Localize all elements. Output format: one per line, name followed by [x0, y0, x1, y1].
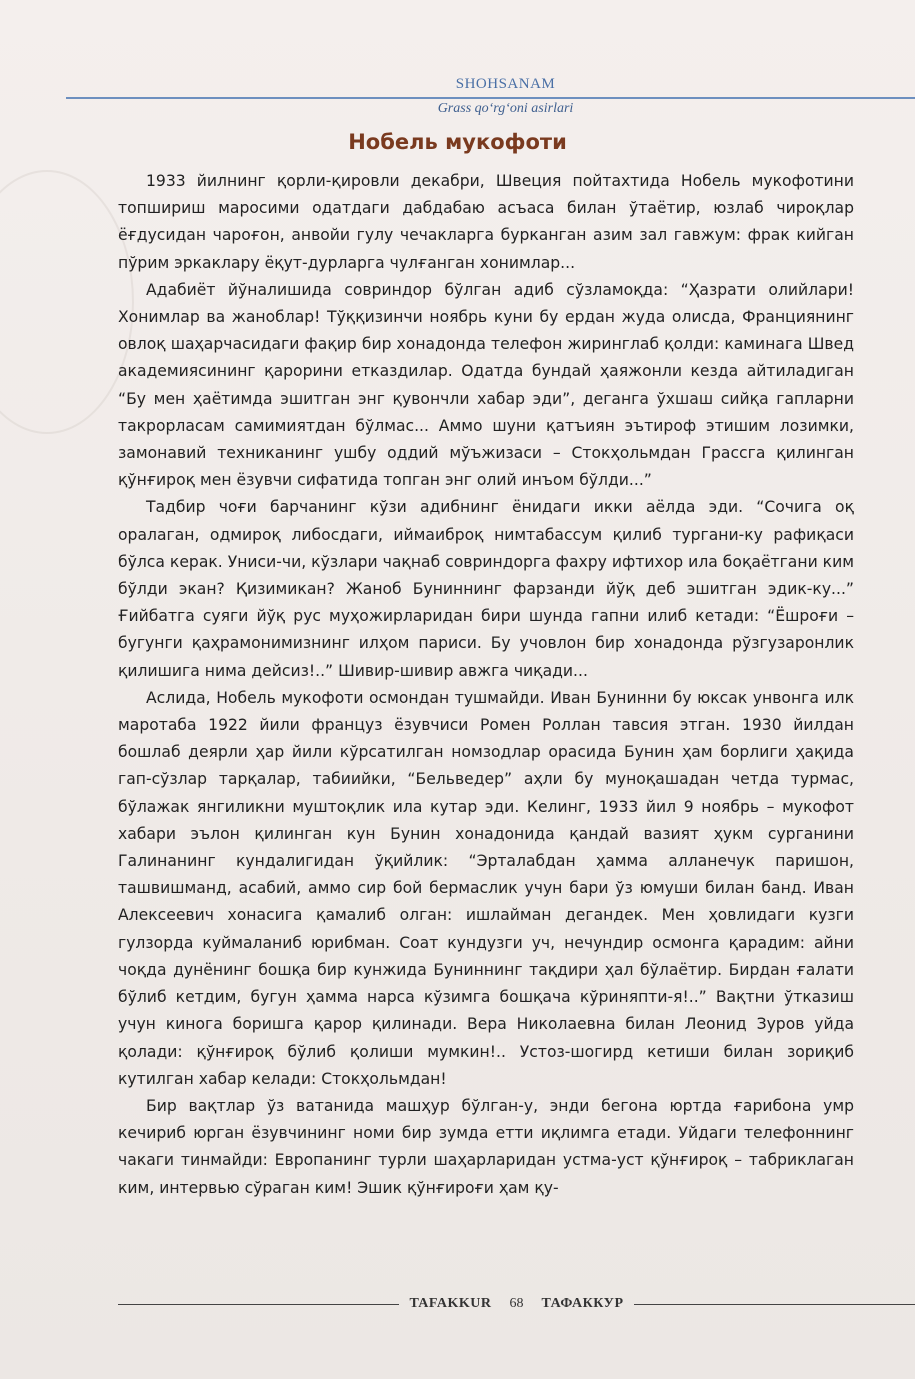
paragraph: Бир вақтлар ўз ватанида машҳур бўлган-у, энди бегона юртда ғарибона умр кечириб юрган ёзувчининг номи бир зумда етти иқлимга етади. Уйдаги телефоннинг чакаги тинмайди: Европанинг турли шаҳарларидан устма-уст қўнғироқ – табриклаган ким, интервью сўраган ким! Эшик қўнғироғи ҳам қу- — [118, 1096, 854, 1197]
header-rule — [66, 97, 915, 99]
series-name: SHOHSANAM — [455, 76, 556, 92]
paragraph: Адабиёт йўналишида совриндор бўлган адиб сўзламоқда: “Ҳазрати олийлари! Хонимлар ва жаноблар! Тўққизинчи ноябрь куни бу ердан жуда олисда, Франциянинг овлоқ шаҳарчасидаги фақир бир хонадонда телефон жиринглаб қолди: каминага Швед академиясининг қарорини етказдилар. Одатда бундай ҳаяжонли кезда айтиладиган “Бу мен ҳаётимда эшитган энг қувончли хабар эди”, деганга ўхшаш сийқа гапларни такрорласам самимиятдан бўлмас... Аммо шуни қатъиян эътироф этишим лозимки, замонавий техниканинг ушбу оддий мўъжизаси – Стокҳольмдан Грассга қилинган қўнғироқ мен ёзувчи сифатида топган энг олий инъом бўлди...” — [118, 280, 854, 490]
paragraph: Тадбир чоғи барчанинг кўзи адибнинг ёнидаги икки аёлда эди. “Сочига оқ оралаган, одмироқ либосдаги, иймаиброқ нимтабассум қилиб тургани-ку рафиқаси бўлса керак. Униси-чи, кўзлари чақнаб совриндорга фахру ифтихор ила боқаётгани ким бўлди экан? Қизимикан? Жаноб Буниннинг фарзанди йўқ деб эшитган эдик-ку...” Ғийбатга суяги йўқ рус муҳожирларидан бири шунда гапни илиб кетади: “Ёшроғи – бугунги қаҳрамонимизнинг илҳом париси. Бу учовлон бир хонадонда рўзгузаронлик қилишига нима дейсиз!..” Шивир-шивир авжга чиқади... — [118, 498, 854, 680]
running-header — [66, 76, 915, 117]
paragraph: 1933 йилнинг қорли-қировли декабри, Швеция пойтахтида Нобель мукофотини топшириш маросими одатдаги дабдабаю асъаса билан ўтаётир, юзлаб чироқлар ёғдусидан чароғон, анвойи гулу чечакларга бурканган азим зал гавжум: фрак кийган пўрим эркаклару ёқут-дурларга чулғанган хонимлар... — [118, 172, 854, 272]
decorative-ornament — [0, 170, 134, 434]
footer-rule-left — [118, 1304, 399, 1305]
page-footer — [118, 1296, 915, 1312]
paragraph: Аслида, Нобель мукофоти осмондан тушмайди. Иван Бунинни бу юксак унвонга илк маротаба 1922 йили француз ёзувчиси Ромен Роллан тавсия этган. 1930 йилдан бошлаб деярли ҳар йили кўрсатилган номзодлар орасида Бунин ҳам борлиги ҳақида гап-сўзлар тарқалар, табиийки, “Бельведер” аҳли бу муноқашадан четда турмас, бўлажак янгиликни муштоқлик ила кутар эди. Келинг, 1933 йил 9 ноябрь – мукофот хабари эълон қилинган кун Бунин хонадонида қандай вазият ҳукм сурганини Галинанинг кундалигидан ўқийлик: “Эрталабдан ҳамма алланечук паришон, ташвишманд, асабий, аммо сир бой бермаслик учун бари ўз юмуши билан банд. Иван Алексеевич хонасига қамалиб олган: ишлайман дегандек. Мен ҳовлидаги кузги гулзорда куймаланиб юрибман. Соат кундузги уч, нечундир осмонга қарадим: айни чоқда дунёнинг бошқа бир кунжида Буниннинг тақдири ҳал бўлаётир. Бирдан ғалати бўлиб кетдим, бугун ҳамма нарса кўзимга бошқача кўриняпти-я!..” Вақтни ўтказиш учун кинога боришга қарор қилинади. Вера Николаевна билан Леонид Зуров уйда қолади: қўнғироқ бўлиб қолиши мумкин!.. Устоз-шогирд кетиши билан зориқиб кутилган хабар келади: Стокҳольмдан! — [118, 688, 854, 1088]
page-number: 68 — [509, 1296, 524, 1311]
footer-magazine-latin: TAFAKKUR — [409, 1296, 492, 1311]
article-body — [118, 168, 854, 1202]
footer-rule-right — [634, 1304, 915, 1305]
footer-magazine-cyrillic: ТАФАККУР — [541, 1296, 624, 1311]
column-title: Grass qo‘rg‘oni asirlari — [437, 100, 574, 116]
article-title: Нобель мукофоти — [348, 130, 567, 154]
